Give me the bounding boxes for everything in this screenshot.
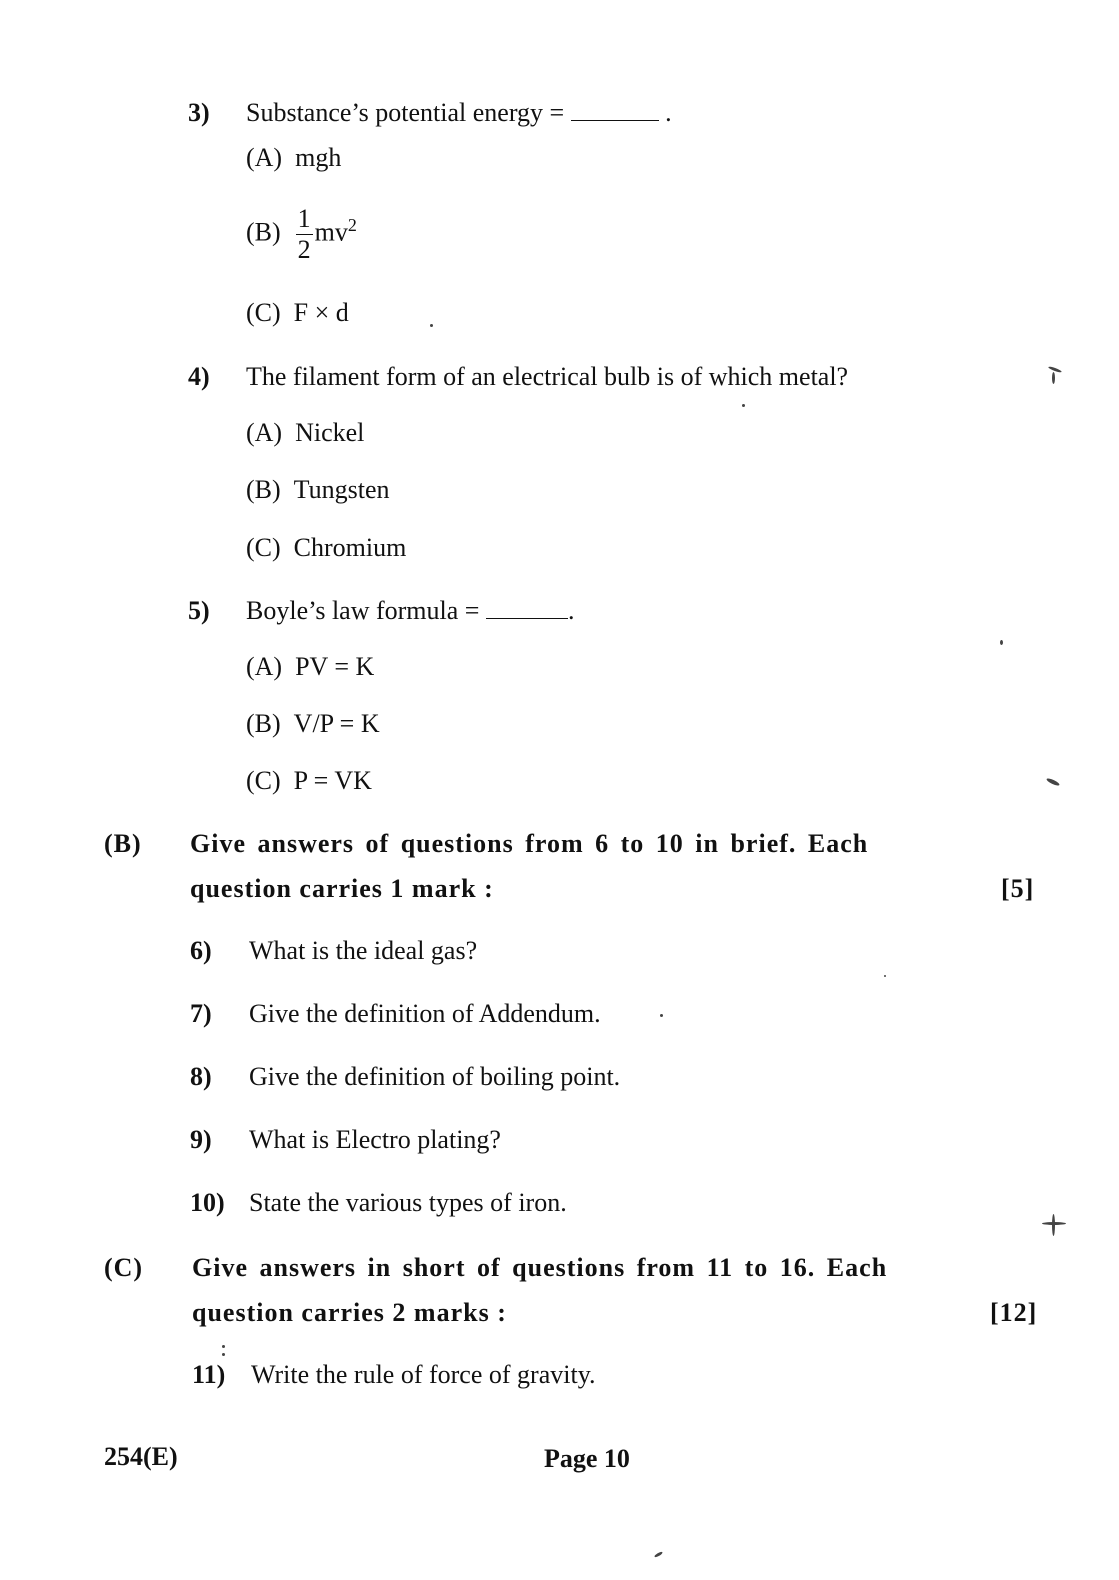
- scan-mark: [1048, 366, 1062, 374]
- question-text: Give the definition of Addendum.: [249, 999, 601, 1028]
- option: (B) Tungsten: [246, 475, 390, 504]
- option: (B) V/P = K: [246, 709, 380, 738]
- page-number: Page 10: [544, 1444, 630, 1473]
- scan-mark: [1046, 777, 1060, 787]
- scan-mark: [660, 1014, 663, 1017]
- fraction: $\frac{1}{2}$: [297, 204, 311, 264]
- scan-mark: [742, 404, 745, 407]
- question-text: Substance’s potential energy = .: [246, 98, 672, 127]
- option: (A) mgh: [246, 143, 342, 172]
- question-number: 6): [190, 936, 212, 965]
- question-number: 7): [190, 999, 212, 1028]
- section-label: (B): [104, 829, 142, 858]
- question-text: Write the rule of force of gravity.: [251, 1360, 596, 1389]
- question-number: 11): [192, 1360, 226, 1389]
- question-text: State the various types of iron.: [249, 1188, 567, 1217]
- section-marks: [5]: [1001, 874, 1035, 903]
- question-number: 5): [188, 596, 210, 625]
- question-number: 9): [190, 1125, 212, 1154]
- section-marks: [12]: [990, 1298, 1038, 1327]
- scan-mark: [1052, 1214, 1055, 1236]
- question-number: 10): [190, 1188, 225, 1217]
- question-text: The filament form of an electrical bulb is of which metal?: [246, 362, 849, 391]
- question-number: 3): [188, 98, 210, 127]
- section-heading: Give answers in short of questions from 11 to 16. Each: [192, 1253, 888, 1282]
- option: (A) PV = K: [246, 652, 375, 681]
- scan-mark: [1000, 640, 1003, 645]
- scan-mark: [222, 1345, 225, 1348]
- question-text: Boyle’s law formula = .: [246, 596, 575, 625]
- scan-mark: [884, 975, 886, 977]
- question-text: What is Electro plating?: [249, 1125, 501, 1154]
- option: (A) Nickel: [246, 418, 365, 447]
- scan-mark: [430, 324, 433, 327]
- answer-blank: [571, 100, 659, 121]
- section-heading: Give answers of questions from 6 to 10 in brief. Each: [190, 829, 869, 858]
- section-heading-line2: question carries 2 marks :: [192, 1298, 507, 1327]
- option: (C) F × d: [246, 298, 349, 327]
- question-number: 8): [190, 1062, 212, 1091]
- section-heading-line2: question carries 1 mark :: [190, 874, 494, 903]
- scan-mark: [222, 1353, 225, 1356]
- scan-mark: [1052, 372, 1055, 384]
- option: (C) P = VK: [246, 766, 372, 795]
- option: (B) $\frac{1}{2}$ $mv^2$: [246, 204, 357, 264]
- question-text: Give the definition of boiling point.: [249, 1062, 621, 1091]
- scan-mark: [654, 1551, 663, 1558]
- paper-code: 254(E): [104, 1442, 178, 1471]
- option: (C) Chromium: [246, 533, 407, 562]
- question-text: What is the ideal gas?: [249, 936, 478, 965]
- question-number: 4): [188, 362, 210, 391]
- section-label: (C): [104, 1253, 144, 1282]
- answer-blank: [486, 598, 568, 619]
